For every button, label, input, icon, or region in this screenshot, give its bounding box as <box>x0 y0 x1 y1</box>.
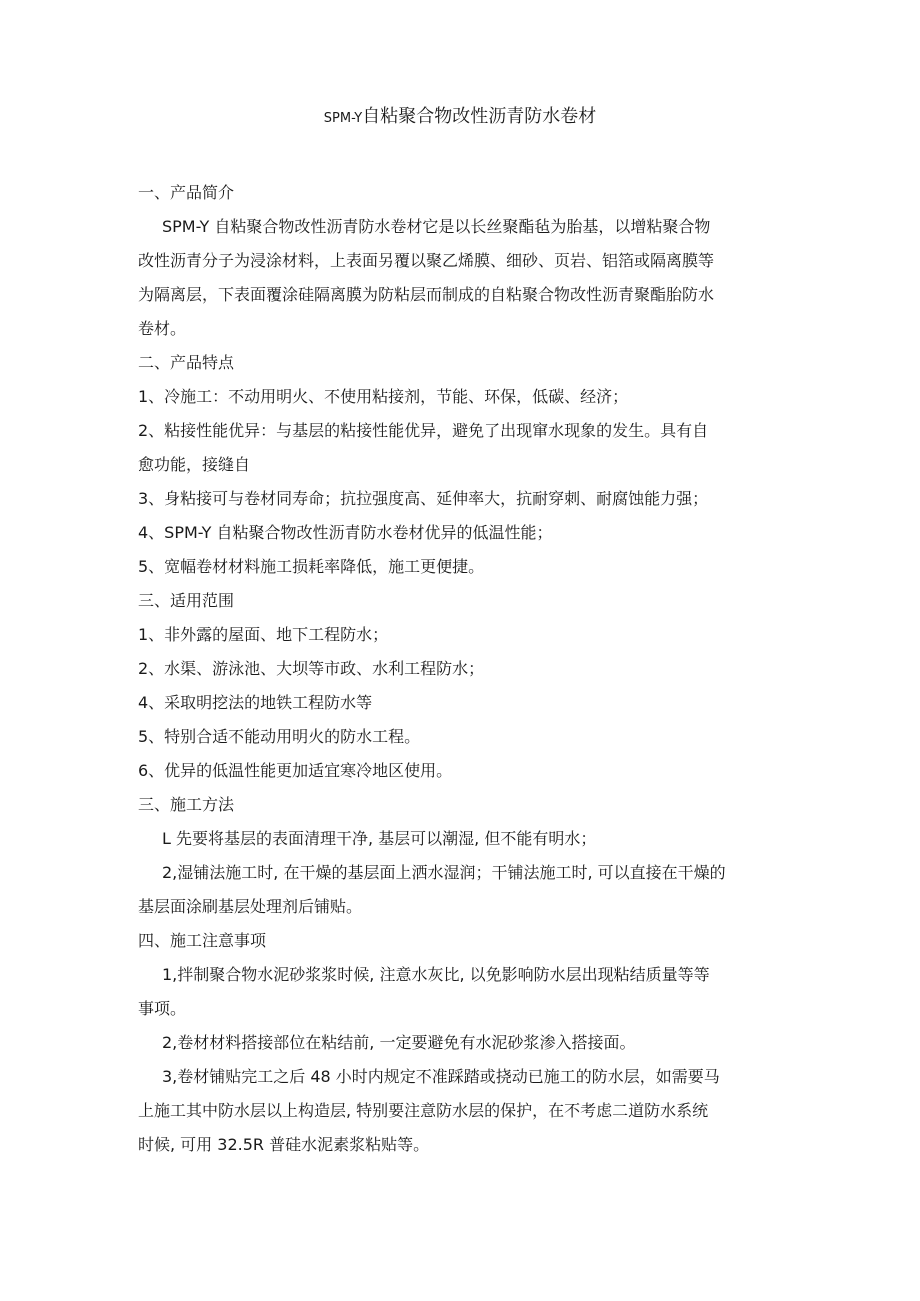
text-line: 4、SPM-Y 自粘聚合物改性沥青防水卷材优异的低温性能； <box>138 523 553 542</box>
text-line: 二、产品特点 <box>138 353 235 372</box>
text-line: 1、冷施工：不动用明火、不使用粘接剂，节能、环保，低碳、经济； <box>138 387 629 406</box>
text-line: 时候, 可用 32.5R 普硅水泥素浆粘贴等。 <box>138 1135 430 1154</box>
text-line: 2,卷材材料搭接部位在粘结前, 一定要避免有水泥砂浆渗入搭接面。 <box>162 1033 636 1052</box>
text-line: 事项。 <box>138 999 187 1018</box>
document-body <box>138 176 802 1162</box>
text-line: 三、适用范围 <box>138 591 235 610</box>
text-line: 三、施工方法 <box>138 795 235 814</box>
document-title <box>0 104 920 132</box>
text-line: 1,拌制聚合物水泥砂浆浆时候, 注意水灰比, 以免影响防水层出现粘结质量等等 <box>162 965 710 984</box>
text-line: 4、采取明挖法的地铁工程防水等 <box>138 693 373 712</box>
text-line: 3,卷材铺贴完工之后 48 小时内规定不准踩踏或挠动已施工的防水层，如需要马 <box>162 1067 720 1086</box>
title-prefix: SPM-Y <box>323 111 363 126</box>
text-line: 2、粘接性能优异：与基层的粘接性能优异，避免了出现窜水现象的发生。具有自 <box>138 421 709 440</box>
text-line: SPM-Y 自粘聚合物改性沥青防水卷材它是以长丝聚酯毡为胎基，以增粘聚合物 <box>162 217 711 236</box>
text-line: 为隔离层，下表面覆涂硅隔离膜为防粘层而制成的自粘聚合物改性沥青聚酯胎防水 <box>138 285 715 304</box>
text-line: 2、水渠、游泳池、大坝等市政、水利工程防水； <box>138 659 485 678</box>
text-line: 1、非外露的屋面、地下工程防水； <box>138 625 389 644</box>
text-line: 改性沥青分子为浸涂材料，上表面另覆以聚乙烯膜、细砂、页岩、铝箔或隔离膜等 <box>138 251 715 270</box>
text-line: 愈功能，接缝自 <box>138 455 251 474</box>
text-line: 5、特别合适不能动用明火的防水工程。 <box>138 727 421 746</box>
text-line: 四、施工注意事项 <box>138 931 267 950</box>
text-line: 一、产品简介 <box>138 183 235 202</box>
title-main: 自粘聚合物改性沥青防水卷材 <box>362 106 597 127</box>
text-line: 2,湿铺法施工时, 在干燥的基层面上洒水湿润；干铺法施工时, 可以直接在干燥的 <box>162 863 726 882</box>
text-line: L 先要将基层的表面清理干净, 基层可以潮湿, 但不能有明水； <box>162 829 597 848</box>
text-line: 5、宽幅卷材材料施工损耗率降低，施工更便捷。 <box>138 557 485 576</box>
text-line: 基层面涂刷基层处理剂后铺贴。 <box>138 897 363 916</box>
text-line: 6、优异的低温性能更加适宜寒冷地区使用。 <box>138 761 453 780</box>
text-line: 卷材。 <box>138 319 187 338</box>
text-line: 3、身粘接可与卷材同寿命；抗拉强度高、延伸率大，抗耐穿刺、耐腐蚀能力强； <box>138 489 709 508</box>
text-line: 上施工其中防水层以上构造层, 特别要注意防水层的保护，在不考虑二道防水系统 <box>138 1101 709 1120</box>
